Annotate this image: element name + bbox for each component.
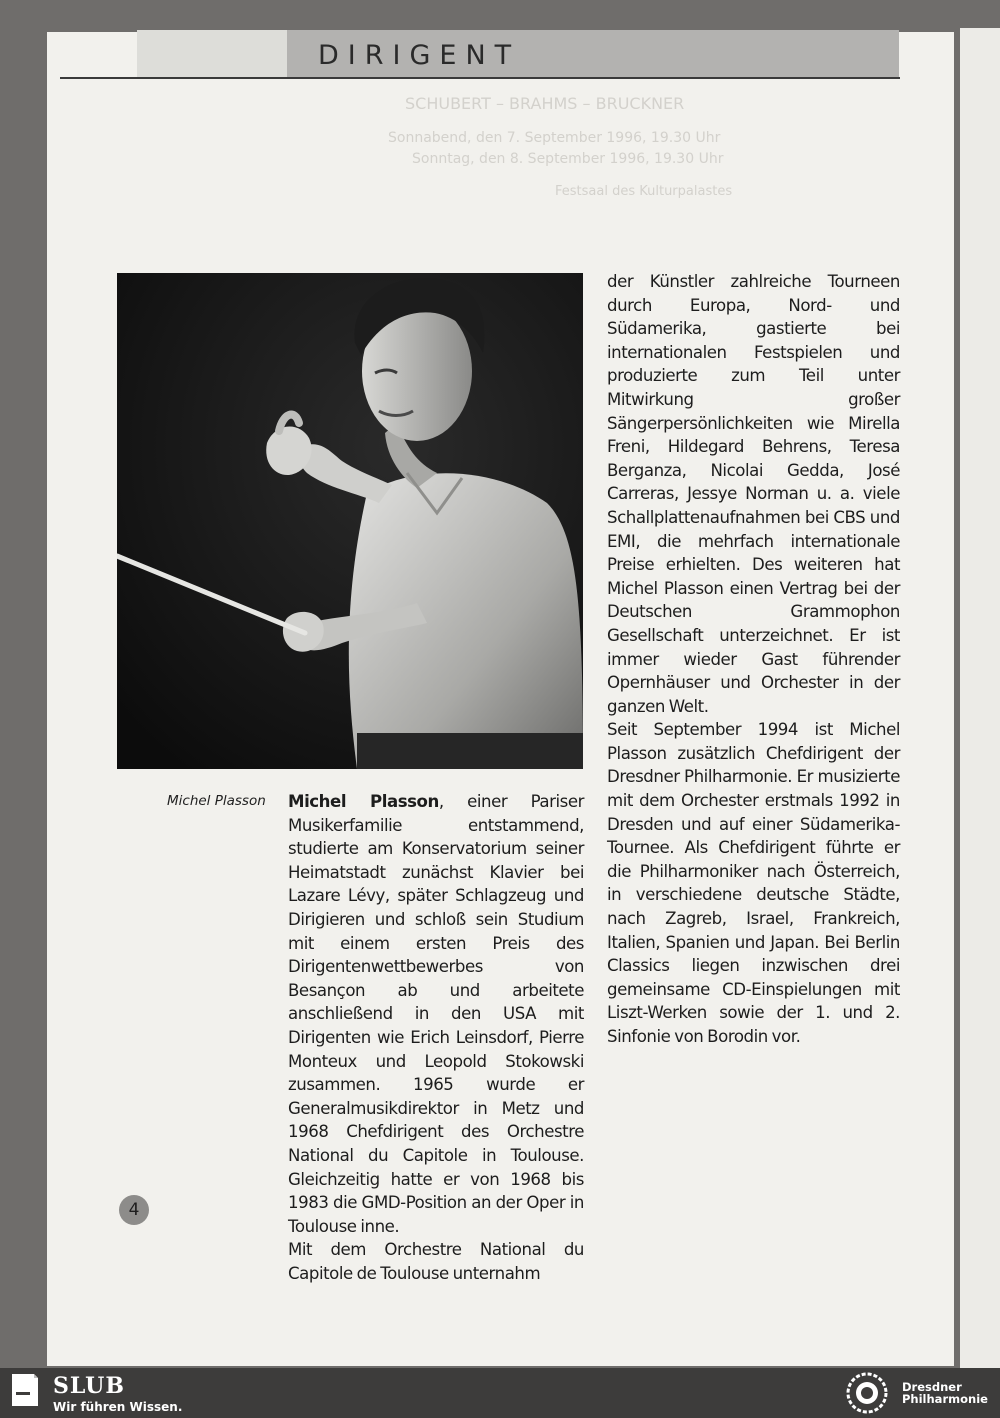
bleed-through-line: Festsaal des Kulturpalastes <box>555 184 733 199</box>
slub-wordmark: SLUB <box>53 1373 125 1399</box>
slub-logo-icon <box>10 1372 40 1408</box>
article-paragraph <box>288 790 584 1238</box>
partner-name-line: Dresdner <box>902 1380 962 1394</box>
article-paragraph: der Künstler zahlreiche Tourneen durch Europa, Nord- und Südamerika, gastierte bei internationalen Festspielen und produzierte zum Teil unter Mitwirkung großer Sängerpersönlichkeiten wie Mirella Freni, Hildegard Behrens, Teresa Berganza, Nicolai Gedda, José Carreras, Jessye Norman u. a. viele Schallplattenaufnahmen bei CBS und EMI, die mehrfach internationale Preise erhielten. Des weiteren hat Michel Plasson einen Vertrag bei der Deutschen Grammophon Gesellschaft unterzeichnet. Er ist immer wieder Gast führender Opernhäuser und Orchester in der ganzen Welt. <box>607 272 900 716</box>
article-column-left <box>288 790 584 1285</box>
slub-tagline: Wir führen Wissen. <box>53 1400 183 1414</box>
bleed-through-line: Sonnabend, den 7. September 1996, 19.30 Uhr <box>388 130 721 146</box>
bleed-through-line: SCHUBERT – BRAHMS – BRUCKNER <box>405 94 685 113</box>
conductor-photo <box>117 273 583 769</box>
article-text: , einer Pariser Musikerfamilie entstammend, studierte am Konservatorium seiner Heimatstadt zunächst Klavier bei Lazare Lévy, später Schlagzeug und Dirigieren und schloß sein Studium mit einem ersten Preis des Dirigentenwettbewerbes von Besançon ab und arbeitete anschließend in den USA mit Dirigenten wie Erich Leinsdorf, Pierre Monteux und Leopold Stokowski zusammen. 1965 wurde er Generalmusikdirektor in Metz und 1968 Chefdirigent des Orchestre National du Capitole in Toulouse. Gleichzeitig hatte er von 1968 bis 1983 die GMD-Position an der Oper in Toulouse inne. <box>288 792 584 1236</box>
article-column-right <box>607 270 900 1049</box>
partner-name <box>902 1381 988 1405</box>
article-paragraph: Seit September 1994 ist Michel Plasson zusätzlich Chefdirigent der Dresdner Philharmonie. Er musizierte mit dem Orchester erstmals 1992 in Dresden und auf einer Südamerika-Tournee. Als Chefdirigent führte er die Philharmoniker nach Österreich, in verschiedene deutsche Städte, nach Zagreb, Israel, Frankreich, Italien, Spanien und Japan. Bei Berlin Classics liegen inzwischen drei gemeinsame CD-Einspielungen mit Liszt-Werken sowie der 1. und 2. Sinfonie von Borodin vor. <box>607 720 900 1046</box>
header-band-light <box>137 30 287 78</box>
conductor-name: Michel Plasson <box>288 792 439 811</box>
conductor-photo-illustration <box>117 273 583 769</box>
article-paragraph: Mit dem Orchestre National du Capitole de Toulouse unternahm <box>288 1240 584 1283</box>
bleed-through-line: Sonntag, den 8. September 1996, 19.30 Uhr <box>412 151 724 167</box>
page-number: 4 <box>119 1195 149 1225</box>
section-title: DIRIGENT <box>318 40 521 71</box>
header-rule <box>60 77 900 79</box>
next-page-edge <box>960 28 1000 1368</box>
partner-name-line: Philharmonie <box>902 1392 988 1406</box>
photo-caption: Michel Plasson <box>167 793 266 809</box>
dresdner-philharmonie-logo-icon <box>840 1371 894 1415</box>
